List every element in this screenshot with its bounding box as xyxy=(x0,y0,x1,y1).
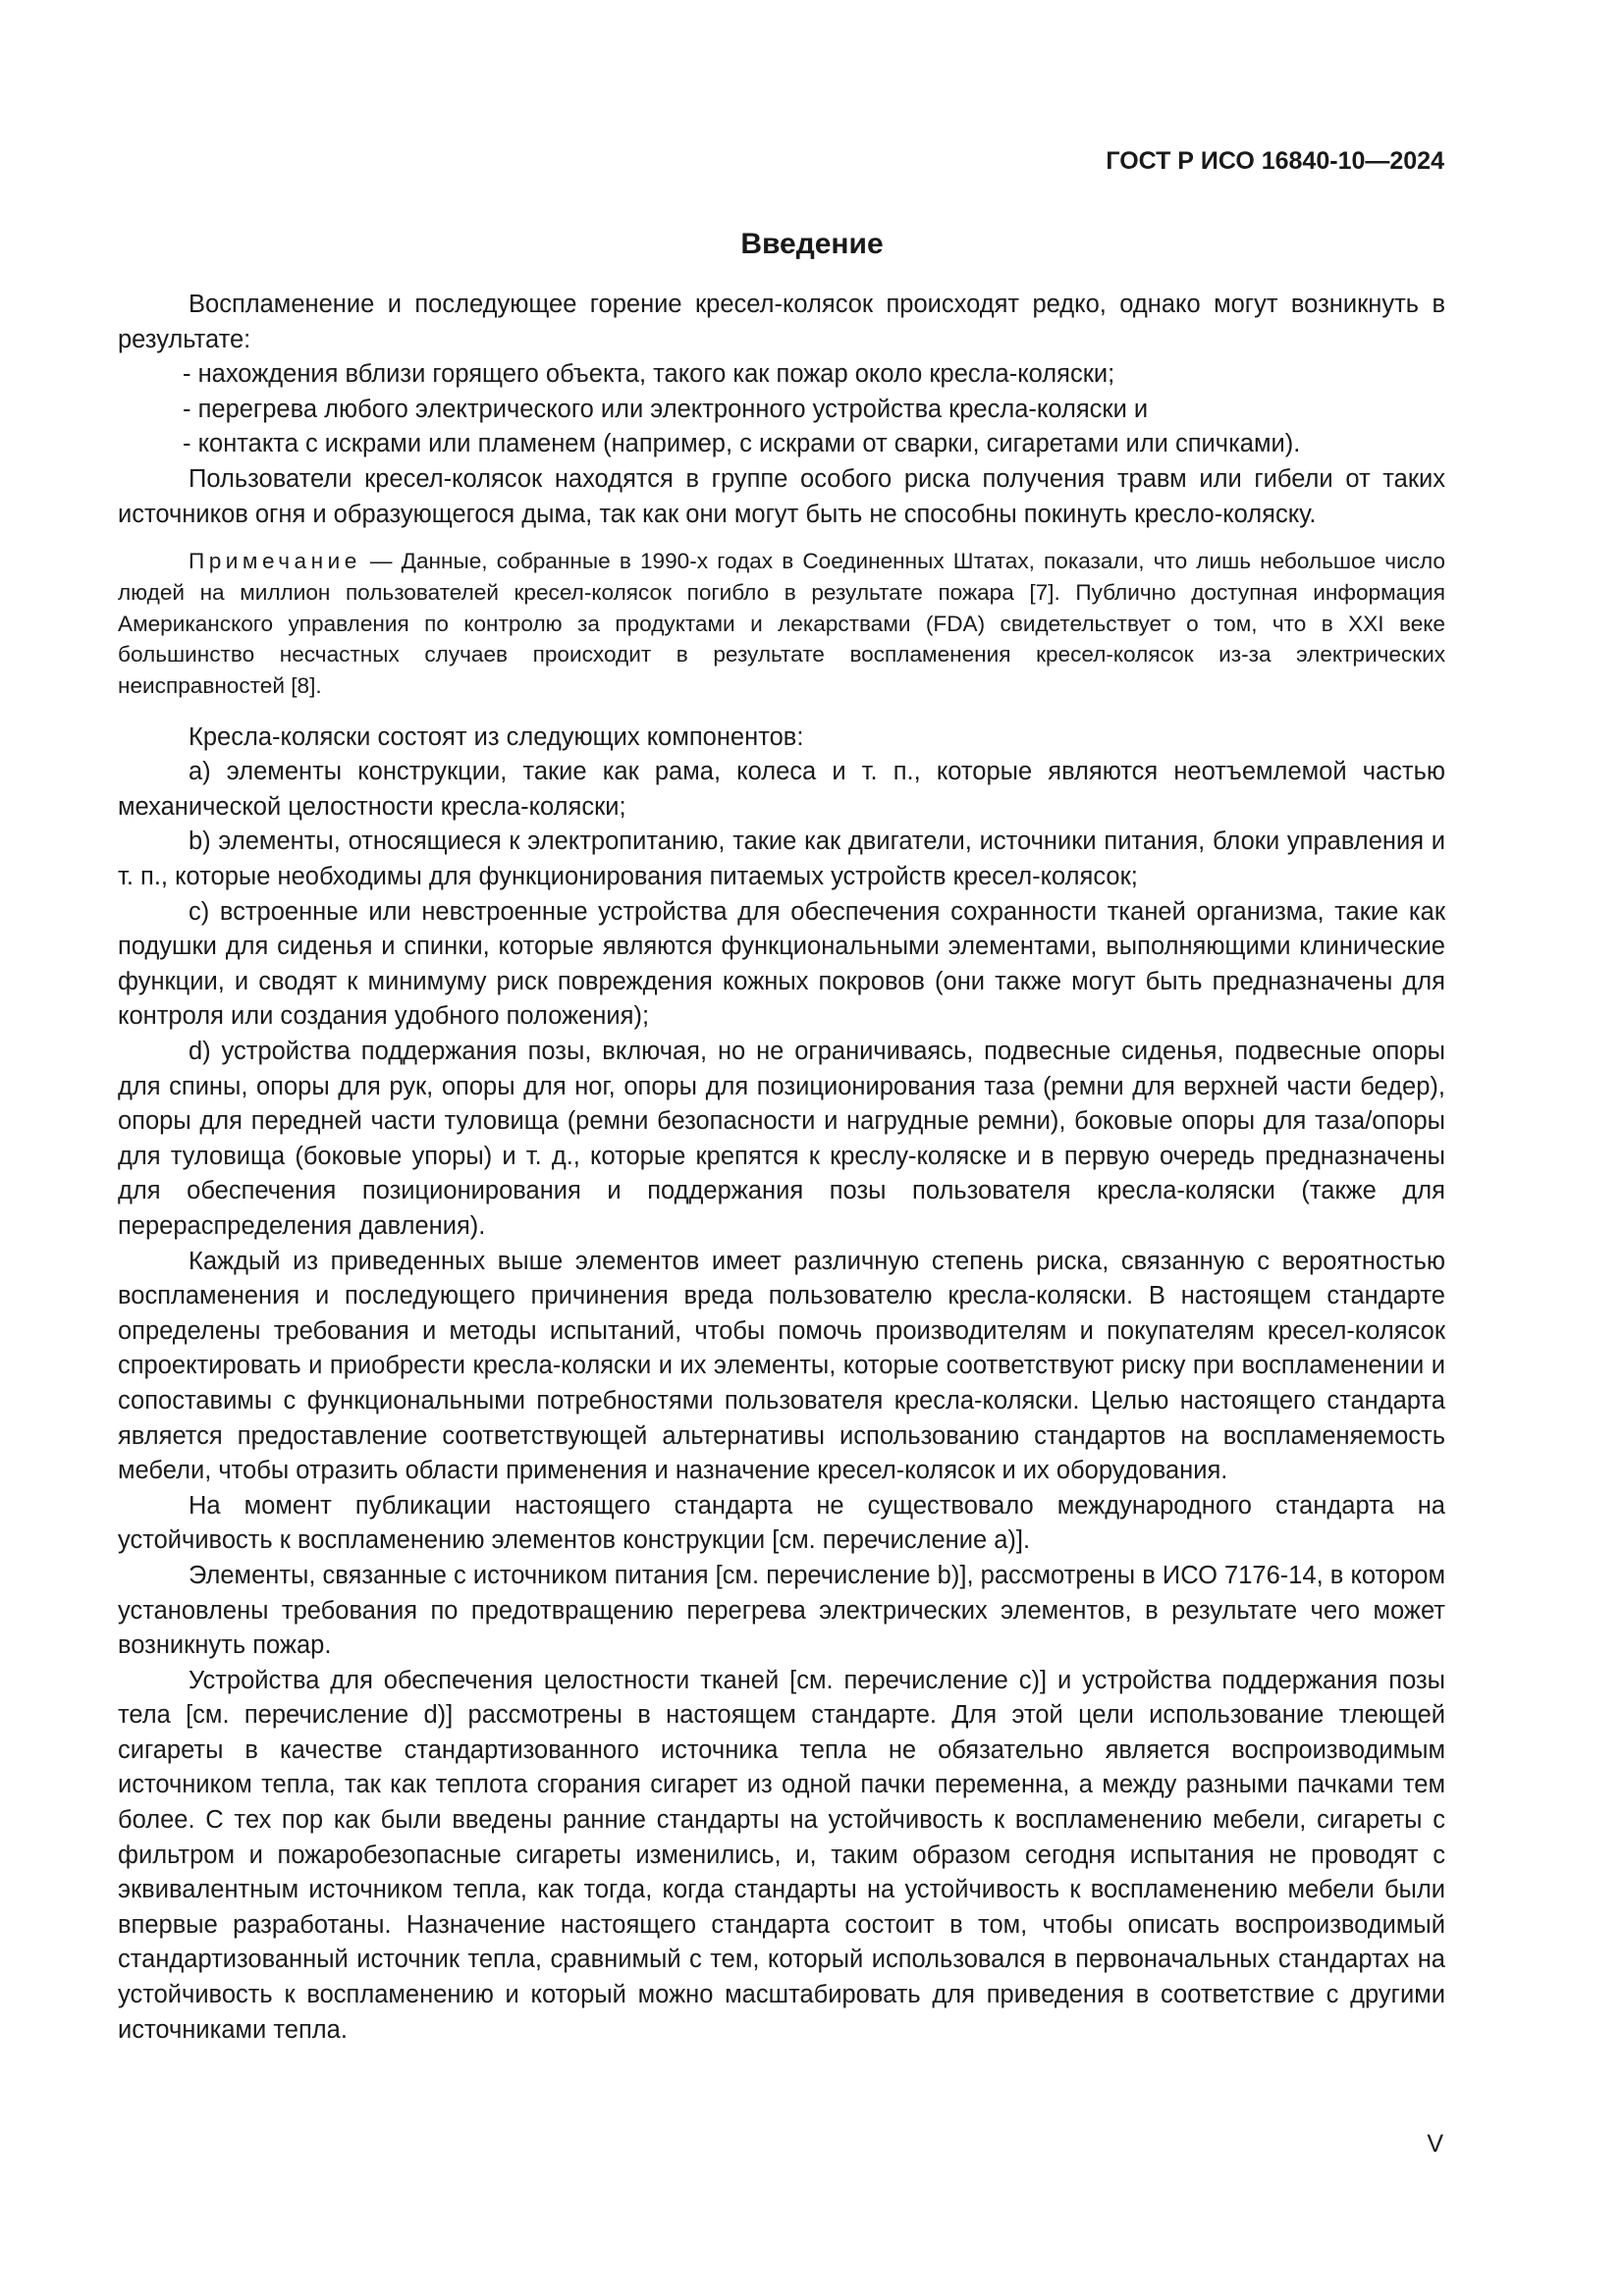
paragraph-purpose: Каждый из приведенных выше элементов имеет различную степень риска, связанную с вероятностью воспламенения и последующего причинения вреда пользователю кресла-коляски. В настоящем стандарте определены требования и методы испытаний, чтобы помочь производителям и покупателям кресел-колясок спроектировать и приобрести кресла-коляски и их элементы, которые соответствуют риску при воспламенении и сопоставимы с функциональными потребностями пользователя кресла-коляски. Целью настоящего стандарта является предоставление соответствующей альтернативы использованию стандартов на воспламеняемость мебели, чтобы отразить области применения и назначение кресел-колясок и их оборудования. xyxy=(118,1247,1445,1485)
document-body xyxy=(118,288,1445,2048)
note-text: — Данные, собранные в 1990-х годах в Соединенных Штатах, показали, что лишь небольшое число людей на миллион пользователей кресел-колясок погибло в результате пожара [7]. Публично доступная информация Американского управления по контролю за продуктами и лекарствами (FDA) свидетельствует о том, что в XXI веке большинство несчастных случаев происходит в результате воспламенения кресел-колясок из-за электрических неисправностей [8]. xyxy=(118,549,1445,698)
list-item-component: d) устройства поддержания позы, включая, но не ограничиваясь, подвесные сиденья, подвесные опоры для спины, опоры для рук, опоры для ног, опоры для позиционирования таза (ремни для верхней части бедер), опоры для передней части туловища (ремни безопасности и нагрудные ремни), боковые опоры для таза/опоры для туловища (боковые упоры) и т. д., которые крепятся к креслу-коляске и в первую очередь предназначены для обеспечения позиционирования и поддержания позы пользователя кресла-коляски (также для перераспределения давления). xyxy=(118,1038,1445,1240)
page-title: Введение xyxy=(740,228,884,260)
list-item-cause: - контакта с искрами или пламенем (например, с искрами от сварки, сигаретами или спичками). xyxy=(183,430,1301,458)
note xyxy=(118,546,1445,702)
paragraph-no-standard: На момент публикации настоящего стандарта не существовало международного стандарта на устойчивость к воспламенению элементов конструкции [см. перечисление a)]. xyxy=(118,1491,1445,1555)
list-item-component: a) элементы конструкции, такие как рама, колеса и т. п., которые являются неотъемлемой частью механической целостности кресла-коляски; xyxy=(118,758,1445,821)
paragraph-devices: Устройства для обеспечения целостности тканей [см. перечисление c)] и устройства поддержания позы тела [см. перечисление d)] рассмотрены в настоящем стандарте. Для этой цели использование тлеющей сигареты в качестве стандартизованного источника тепла не обязательно является воспроизводимым источником тепла, так как теплота сгорания сигарет из одной пачки переменна, а между разными пачками тем более. С тех пор как были введены ранние стандарты на устойчивость к воспламенению мебели, сигареты с фильтром и пожаробезопасные сигареты изменились, и, таким образом сегодня испытания не проводят с эквивалентным источником тепла, как тогда, когда стандарты на устойчивость к воспламенению мебели были впервые разработаны. Назначение настоящего стандарта состоит в том, чтобы описать воспроизводимый стандартизованный источник тепла, сравнимый с тем, который использовался в первоначальных стандартах на устойчивость к воспламенению и который можно масштабировать для приведения в соответствие с другими источниками тепла. xyxy=(118,1666,1445,2044)
paragraph-power: Элементы, связанные с источником питания [см. перечисление b)], рассмотрены в ИСО 7176-14, в котором установлены требования по предотвращению перегрева электрических элементов, в результате чего может возникнуть пожар. xyxy=(118,1561,1445,1660)
paragraph-intro: Воспламенение и последующее горение кресел-колясок происходят редко, однако могут возникнуть в результате: xyxy=(118,291,1445,353)
list-item-cause: - перегрева любого электрического или электронного устройства кресла-коляски и xyxy=(183,395,1149,423)
paragraph-components-intro: Кресла-коляски состоят из следующих компонентов: xyxy=(189,722,804,751)
document-code: ГОСТ Р ИСО 16840-10—2024 xyxy=(1106,147,1444,175)
page-number: V xyxy=(1427,2130,1443,2158)
note-label: Примечание xyxy=(189,549,361,574)
paragraph-risk: Пользователи кресел-колясок находятся в группе особого риска получения травм или гибели от таких источников огня и образующегося дыма, так как они могут быть не способны покинуть кресло-коляску. xyxy=(118,464,1445,528)
list-item-component: b) элементы, относящиеся к электропитанию, такие как двигатели, источники питания, блоки управления и т. п., которые необходимы для функционирования питаемых устройств кресел-колясок; xyxy=(118,828,1445,891)
list-item-component: c) встроенные или невстроенные устройства для обеспечения сохранности тканей организма, такие как подушки для сиденья и спинки, которые являются функциональными элементами, выполняющими клинические функции, и сводят к минимуму риск повреждения кожных покровов (они также могут быть предназначены для контроля или создания удобного положения); xyxy=(118,897,1445,1031)
list-item-cause: - нахождения вблизи горящего объекта, такого как пожар около кресла-коляски; xyxy=(183,360,1115,389)
